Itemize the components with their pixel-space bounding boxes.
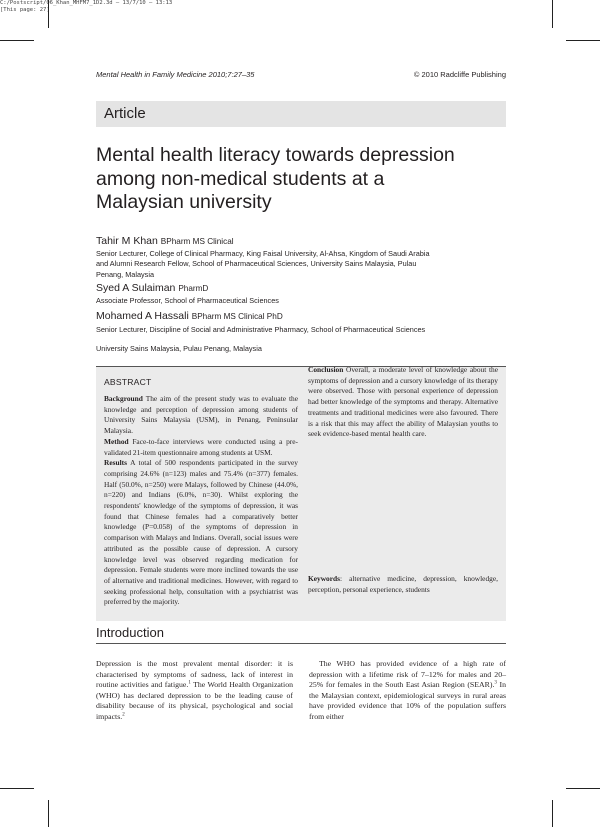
article-type-label: Article bbox=[104, 105, 146, 122]
title-line: Mental health literacy towards depression bbox=[96, 144, 455, 166]
slug-line: [This page: 27] bbox=[0, 6, 50, 13]
author-degrees: BPharm MS Clinical PhD bbox=[191, 312, 283, 321]
abstract-results bbox=[104, 458, 298, 608]
abstract-column-right bbox=[308, 365, 498, 440]
affiliation-line: Associate Professor, School of Pharmaceutical Sciences bbox=[96, 296, 279, 305]
section-heading-bar bbox=[96, 624, 506, 644]
abstract-label: Method bbox=[104, 436, 129, 446]
crop-mark bbox=[552, 0, 553, 28]
abstract-label: Background bbox=[104, 394, 143, 403]
body-text: The World Health Organization (WHO) has declared depression to be the leading cause of disability because of its physical, psychological and social impacts. bbox=[96, 680, 293, 721]
author-degrees: BPharm MS Clinical bbox=[160, 237, 234, 246]
author-affiliation bbox=[96, 325, 506, 335]
institution-line: University Sains Malaysia, Pulau Penang, Malaysia bbox=[96, 344, 262, 353]
author-name-text: Mohamed A Hassali bbox=[96, 310, 189, 322]
crop-mark bbox=[566, 788, 600, 789]
crop-mark bbox=[552, 800, 553, 827]
paper-title bbox=[96, 144, 516, 215]
author-name bbox=[96, 310, 283, 322]
abstract-label: Conclusion bbox=[308, 365, 344, 374]
copyright-notice: © 2010 Radcliffe Publishing bbox=[413, 70, 506, 79]
keywords-text: : alternative medicine, depression, knowledge, perception, personal experience, students bbox=[308, 574, 498, 594]
title-line: among non-medical students at a bbox=[96, 167, 385, 190]
keywords-label: Keywords bbox=[308, 574, 341, 583]
title-line: Malaysian university bbox=[96, 191, 272, 213]
body-paragraph bbox=[96, 659, 293, 722]
section-heading: Introduction bbox=[96, 625, 164, 640]
author-name bbox=[96, 282, 208, 294]
body-paragraph bbox=[309, 659, 506, 722]
crop-mark bbox=[48, 0, 49, 28]
abstract-text: The aim of the present study was to evaluate the knowledge and perception of depression among students of University Sains Malaysia (USM), in Penang, Peninsular Malaysia. bbox=[104, 394, 298, 436]
author-name-text: Syed A Sulaiman bbox=[96, 282, 176, 294]
abstract-conclusion bbox=[308, 365, 498, 440]
crop-mark bbox=[566, 40, 600, 41]
body-text: In the Malaysian context, epidemiological surveys in rural areas have provided evidence that 10% of the population suffers from either bbox=[309, 680, 506, 721]
affiliation-line: Senior Lecturer, College of Clinical Pharmacy, King Faisal University, Al-Ahsa, Kingdom of Saudi Arabia bbox=[96, 249, 430, 258]
citation-ref: 3 bbox=[494, 680, 497, 686]
abstract-column-left bbox=[104, 394, 298, 608]
abstract-method bbox=[104, 437, 298, 458]
abstract-heading: ABSTRACT bbox=[104, 377, 152, 387]
author-name bbox=[96, 235, 234, 247]
article-type-bar bbox=[96, 101, 506, 127]
body-column-right bbox=[309, 659, 506, 722]
citation-ref: 2 bbox=[122, 711, 125, 717]
abstract-background bbox=[104, 394, 298, 437]
body-text: The WHO has provided evidence of a high rate of depression with a lifetime risk of 7–12% for males and 20–25% for females in the South East Asian Region (SEAR). bbox=[309, 659, 506, 689]
author-degrees: PharmD bbox=[178, 284, 209, 293]
citation-ref: 1 bbox=[188, 680, 191, 686]
abstract-text: Overall, a moderate level of knowledge about the symptoms of depression and a cursory knowledge of its therapy were observed. Those with personal experience of depression had better knowledge of the symptoms and therapy. Alternative treatments and traditional medicines were also favoured. There is a risk that this may affect the ability of Malaysian youths to seek evidence-based mental health care. bbox=[308, 365, 498, 439]
crop-mark bbox=[48, 800, 49, 827]
abstract-text: A total of 500 respondents participated in the survey comprising 24.6% (n=123) males and 75.4% (n=377) females. Half (50.0%, n=250) were Malays, followed by Chinese (44.0%, n=220) and Indians (6.0%, n=30). Whilst exploring the respondents' knowledge of the symptoms of depression, it was found that Chinese females had a comparatively better knowledge (P=0.058) of the symptoms of depression in comparison with Malays and Indians. Overall, social issues were attributed as the possible cause of depression. A cursory knowledge level was observed regarding medication for depression. Female students were more inclined towards the use of alternative and traditional medicines. However, with regard to seeking professional help, consultation with a psychiatrist was preferred by the majority. bbox=[104, 458, 298, 607]
slug-line: C:/Postscript/06_Khan_MHFM7_1D2.3d – 13/7/10 – 13:13 bbox=[0, 0, 173, 6]
author-affiliation bbox=[96, 249, 506, 280]
abstract-text: Face-to-face interviews were conducted using a pre-validated 21-item questionnaire among students at USM. bbox=[104, 436, 298, 457]
running-head bbox=[96, 70, 506, 79]
body-text: Depression is the most prevalent mental disorder: it is characterised by symptoms of sadness, lack of interest in routine activities and fatigue. bbox=[96, 659, 293, 689]
author-affiliation bbox=[96, 296, 506, 306]
affiliation-line: Senior Lecturer, Discipline of Social and Administrative Pharmacy, School of Pharmaceutical Sciences bbox=[96, 325, 426, 334]
job-slug bbox=[0, 0, 172, 13]
abstract-keywords bbox=[308, 574, 498, 595]
abstract-label: Results bbox=[104, 458, 127, 468]
crop-mark bbox=[0, 788, 34, 789]
crop-mark bbox=[0, 40, 34, 41]
journal-citation: Mental Health in Family Medicine 2010;7:27–35 bbox=[96, 70, 255, 79]
author-name-text: Tahir M Khan bbox=[96, 235, 158, 247]
body-column-left bbox=[96, 659, 293, 722]
affiliation-line: Penang, Malaysia bbox=[96, 269, 155, 279]
affiliation-line: and Alumni Research Fellow, School of Pharmaceutical Sciences, University Sains Malaysia, Pulau bbox=[96, 259, 417, 269]
